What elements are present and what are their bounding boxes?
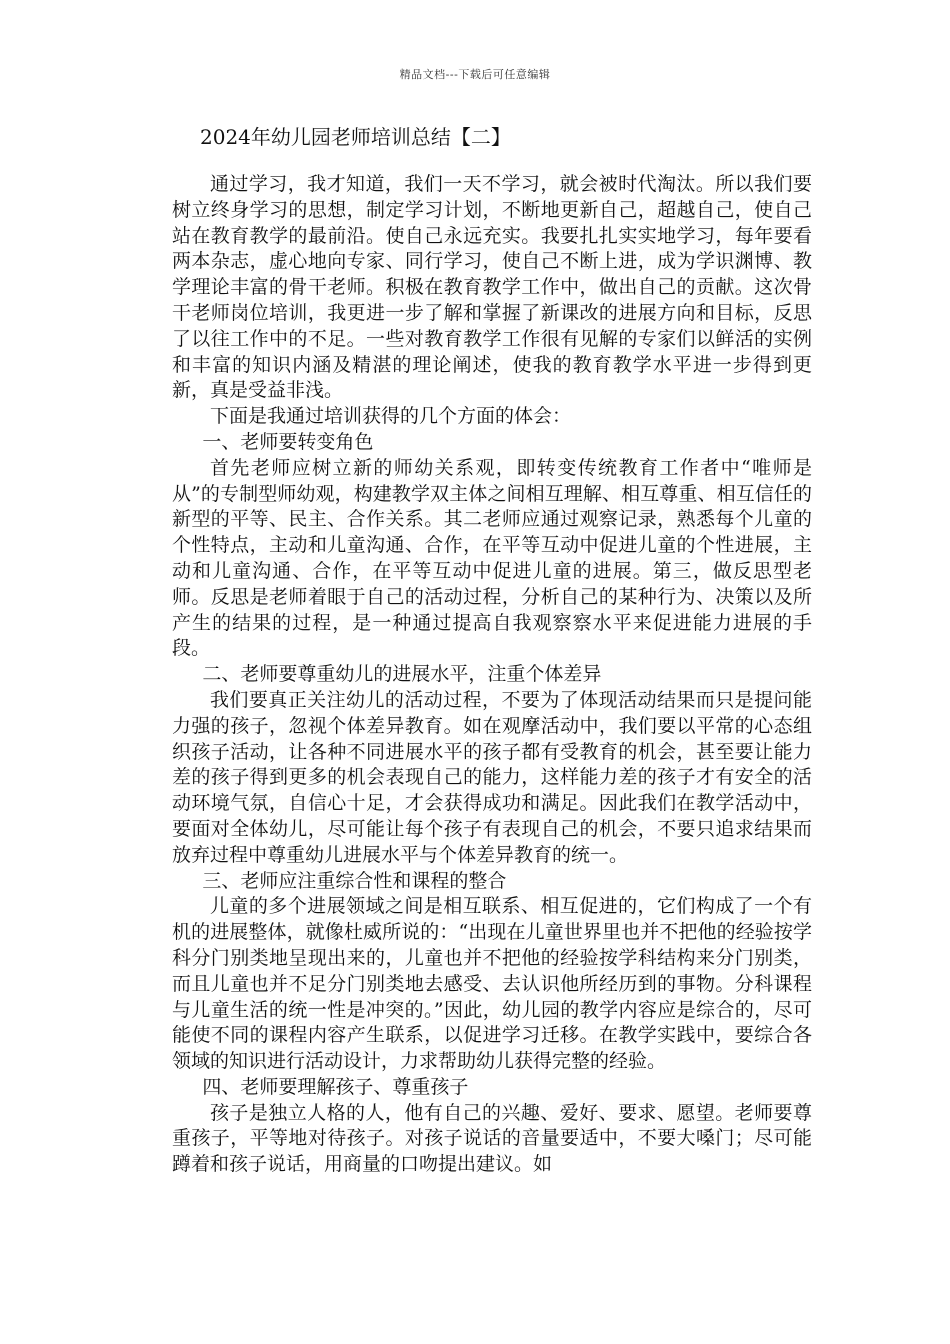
section-heading-4: 四、老师要理解孩子、尊重孩子 — [202, 1075, 469, 1098]
section-heading-1: 一、老师要转变角色 — [202, 430, 374, 453]
section-heading-3: 三、老师应注重综合性和课程的整合 — [202, 869, 507, 892]
paragraph-lead-in: 下面是我通过培训获得的几个方面的体会： — [210, 405, 572, 428]
section-body-4: 孩子是独立人格的人，他有自己的兴趣、爱好、要求、愿望。老师要尊重孩子，平等地对待孩子。对孩子说话的音量要适中，不要大嗓门；尽可能蹲着和孩子说话，用商量的口吻提出建议。如 — [172, 1101, 812, 1176]
page-header: 精品文档---下载后可任意编辑 — [399, 68, 551, 81]
section-body-1: 首先老师应树立新的师幼关系观，即转变传统教育工作者中“唯师是从”的专制型师幼观，构建教学双主体之间相互理解、相互尊重、相互信任的新型的平等、民主、合作关系。其二老师应通过观察记录，熟悉每个儿童的个性特点，主动和儿童沟通、合作，在平等互动中促进儿童的个性进展，主动和儿童沟通、合作，在平等互动中促进儿童的进展。第三，做反思型老师。反思是老师着眼于自己的活动过程，分析自己的某种行为、决策以及所产生的结果的过程，是一种通过提高自我观察察水平来促进能力进展的手段。 — [172, 456, 812, 660]
section-heading-2: 二、老师要尊重幼儿的进展水平，注重个体差异 — [202, 663, 602, 686]
document-title: 2024年幼儿园老师培训总结【二】 — [200, 125, 511, 149]
section-body-2: 我们要真正关注幼儿的活动过程，不要为了体现活动结果而只是提问能力强的孩子，忽视个体差异教育。如在观摩活动中，我们要以平常的心态组织孩子活动，让各种不同进展水平的孩子都有受教育的机会，甚至要让能力差的孩子得到更多的机会表现自己的能力，这样能力差的孩子才有安全的活动环境气氛，自信心十足，才会获得成功和满足。因此我们在教学活动中，要面对全体幼儿，尽可能让每个孩子有表现自己的机会，不要只追求结果而放弃过程中尊重幼儿进展水平与个体差异教育的统一。 — [172, 688, 812, 866]
section-body-3: 儿童的多个进展领域之间是相互联系、相互促进的，它们构成了一个有机的进展整体，就像杜威所说的：“出现在儿童世界里也并不把他的经验按学科分门别类地呈现出来的，儿童也并不把他的经验按学科结构来分门别类，而且儿童也并不足分门别类地去感受、去认识他所经历到的事物。分科课程与儿童生活的统一性是冲突的。”因此，幼儿园的教学内容应是综合的，尽可能使不同的课程内容产生联系，以促进学习迁移。在教学实践中，要综合各领域的知识进行活动设计，力求帮助幼儿获得完整的经验。 — [172, 895, 812, 1073]
document-body — [172, 172, 812, 1178]
paragraph-intro: 通过学习，我才知道，我们一天不学习，就会被时代淘汰。所以我们要树立终身学习的思想，制定学习计划，不断地更新自己，超越自己，使自己站在教育教学的最前沿。使自己永远充实。我要扎扎实实地学习，每年要看两本杂志，虚心地向专家、同行学习，使自己不断上进，成为学识渊博、教学理论丰富的骨干老师。积极在教育教学工作中，做出自己的贡献。这次骨干老师岗位培训，我更进一步了解和掌握了新课改的进展方向和目标，反思了以往工作中的不足。一些对教育教学工作很有见解的专家们以鲜活的实例和丰富的知识内涵及精湛的理论阐述，使我的教育教学水平进一步得到更新，真是受益非浅。 — [172, 173, 812, 402]
